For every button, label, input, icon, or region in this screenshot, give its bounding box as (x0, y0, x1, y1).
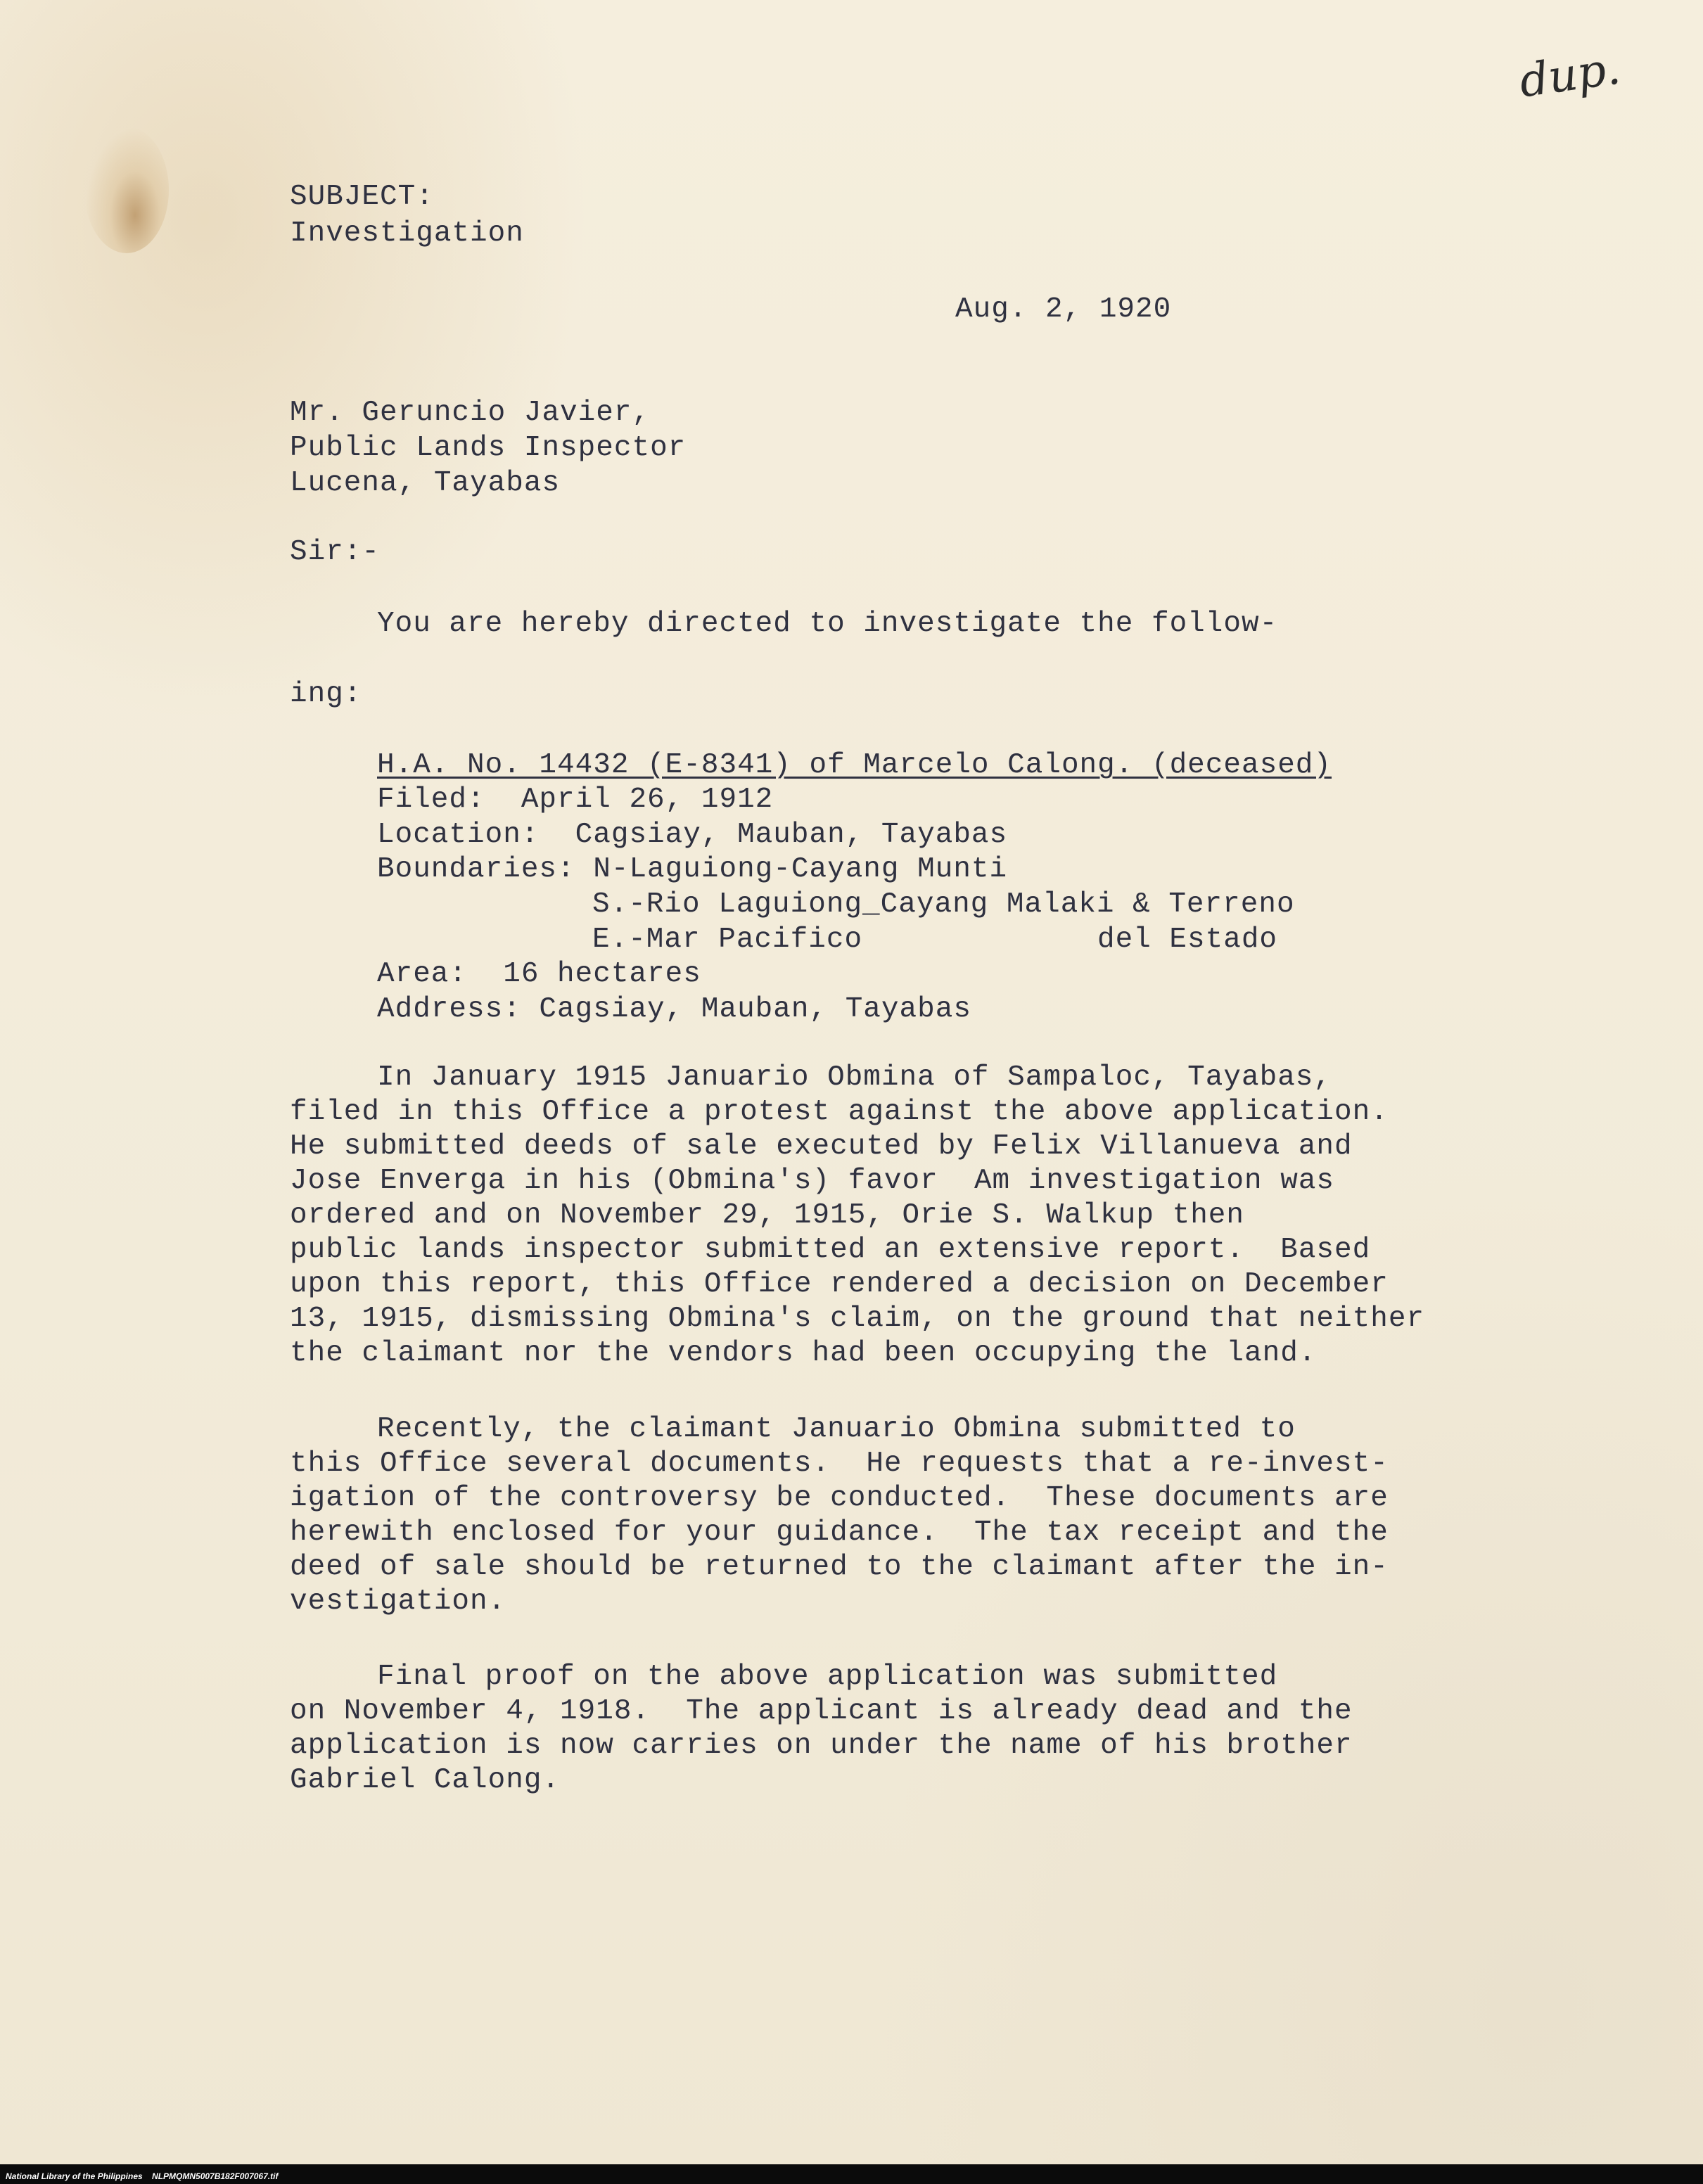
paragraph-3-line: Final proof on the above application was submitted (377, 1661, 1278, 1693)
paper-stain (84, 127, 169, 253)
subject-label: SUBJECT: (290, 181, 434, 213)
addressee-location: Lucena, Tayabas (290, 467, 561, 499)
paragraph-1-line: In January 1915 Januario Obmina of Sampaloc, Tayabas, (377, 1061, 1332, 1094)
addressee-title: Public Lands Inspector (290, 432, 687, 464)
paragraph-2-line: igation of the controversy be conducted. These documents are (290, 1482, 1389, 1514)
case-boundaries-south: S.-Rio Laguiong_Cayang Malaki & Terreno (592, 888, 1295, 921)
case-boundaries-estado: del Estado (1097, 924, 1278, 956)
paragraph-1-line: filed in this Office a protest against the above application. (290, 1096, 1389, 1128)
salutation: Sir:- (290, 536, 381, 568)
handwritten-annotation: dup. (1516, 42, 1624, 108)
paragraph-2-line: Recently, the claimant Januario Obmina submitted to (377, 1413, 1296, 1445)
paragraph-3-line: on November 4, 1918. The applicant is already dead and the (290, 1695, 1353, 1728)
case-filed: Filed: April 26, 1912 (377, 784, 774, 816)
paragraph-2-line: this Office several documents. He requests that a re-invest- (290, 1448, 1389, 1480)
paragraph-1-line: 13, 1915, dismissing Obmina's claim, on the ground that neither (290, 1303, 1425, 1335)
case-boundaries-north: Boundaries: N-Laguiong-Cayang Munti (377, 853, 1008, 886)
paragraph-2-line: vestigation. (290, 1585, 506, 1618)
paragraph-1-line: public lands inspector submitted an extensive report. Based (290, 1234, 1371, 1266)
paragraph-1-line: ordered and on November 29, 1915, Orie S. Walkup then (290, 1199, 1245, 1232)
paragraph-1-line: He submitted deeds of sale executed by Felix Villanueva and (290, 1130, 1353, 1163)
scan-footer-text: National Library of the Philippines NLPMQMN5007B182F007067.tif (6, 2171, 279, 2181)
paragraph-3-line: Gabriel Calong. (290, 1764, 561, 1796)
case-boundaries-east: E.-Mar Pacifico (592, 924, 863, 956)
case-area: Area: 16 hectares (377, 958, 701, 990)
paragraph-1-line: upon this report, this Office rendered a decision on December (290, 1268, 1389, 1301)
paragraph-2-line: herewith enclosed for your guidance. The tax receipt and the (290, 1516, 1389, 1549)
case-location: Location: Cagsiay, Mauban, Tayabas (377, 819, 1008, 851)
intro-line-1: You are hereby directed to investigate the follow- (377, 608, 1278, 640)
intro-line-2: ing: (290, 678, 362, 710)
addressee-name: Mr. Geruncio Javier, (290, 397, 651, 429)
paragraph-2-line: deed of sale should be returned to the claimant after the in- (290, 1551, 1389, 1583)
subject-text: Investigation (290, 217, 524, 250)
letter-date: Aug. 2, 1920 (955, 293, 1172, 326)
paragraph-3-line: application is now carries on under the name of his brother (290, 1730, 1353, 1762)
case-title: H.A. No. 14432 (E-8341) of Marcelo Calong. (deceased) (377, 749, 1332, 781)
paragraph-1-line: the claimant nor the vendors had been occupying the land. (290, 1337, 1317, 1369)
paragraph-1-line: Jose Enverga in his (Obmina's) favor Am investigation was (290, 1165, 1335, 1197)
case-address: Address: Cagsiay, Mauban, Tayabas (377, 993, 971, 1026)
